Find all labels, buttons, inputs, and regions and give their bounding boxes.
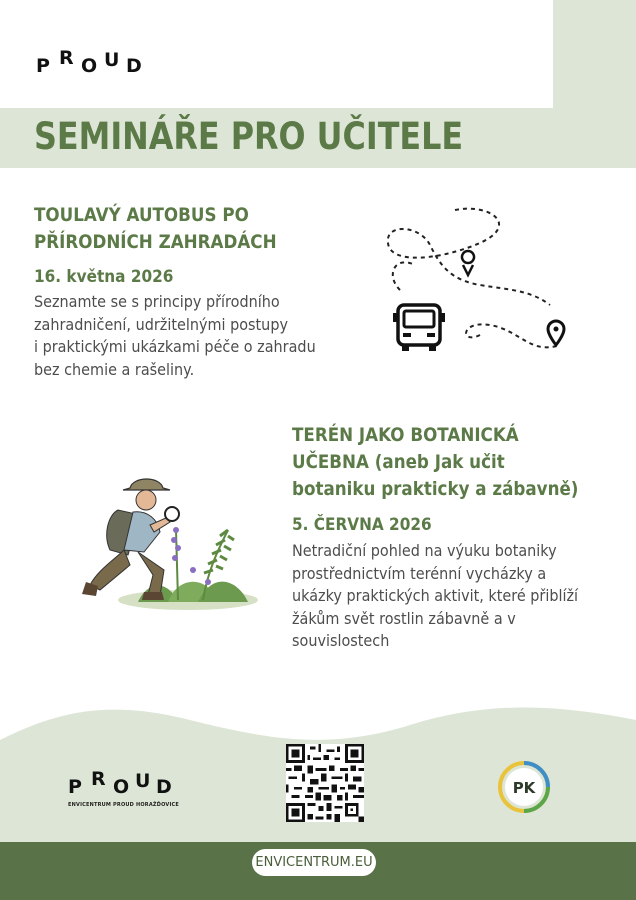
logo-letter: U: [104, 49, 120, 71]
description-line: žákům svět rostlin zábavně a v: [292, 608, 516, 628]
event-1-title: [34, 202, 277, 256]
description-line: Seznamte se s principy přírodního: [34, 292, 280, 311]
pk-logo-text: PK: [512, 779, 536, 797]
logo-letter: P: [68, 776, 82, 798]
event-2-date: 5. ČERVNA 2026: [292, 515, 432, 535]
footer-proud-logo: [68, 770, 178, 812]
event-1-description: [34, 291, 316, 381]
qr-code-icon: [286, 744, 364, 822]
description-line: zahradničení, udržitelnými postupy: [34, 314, 288, 334]
logo-subtitle: ENVICENTRUM PROUD HORAŽĎOVICE: [68, 802, 180, 808]
event-title-line: TERÉN JAKO BOTANICKÁ: [292, 424, 519, 446]
event-title-line: PŘÍRODNÍCH ZAHRADÁCH: [34, 231, 277, 253]
logo-letter: D: [126, 55, 142, 77]
pk-partner-logo: [497, 760, 551, 814]
logo-letter: P: [36, 55, 50, 77]
logo-letter: O: [81, 55, 98, 77]
description-line: prostřednictvím terénní vycházky a: [292, 563, 547, 583]
logo-letter: R: [59, 47, 74, 69]
website-link[interactable]: ENVICENTRUM.EU: [252, 849, 376, 876]
description-line: ukázky praktických aktivit, které přiblíží: [292, 586, 579, 605]
event-title-line: botaniku prakticky a zábavně): [292, 478, 579, 500]
event-2-description: [292, 540, 578, 653]
bus-route-icon: [380, 205, 580, 370]
logo-letter: R: [91, 768, 106, 790]
description-line: souvislostech: [292, 631, 390, 650]
botanist-magnifier-icon: [78, 470, 258, 620]
logo-letter: U: [135, 770, 151, 792]
logo-letter: O: [113, 776, 130, 798]
description-line: bez chemie a rašeliny.: [34, 359, 195, 379]
description-line: i praktickými ukázkami péče o zahradu: [34, 337, 316, 356]
event-title-line: TOULAVÝ AUTOBUS PO: [34, 204, 249, 226]
event-title-line: UČEBNA (aneb Jak učit: [292, 451, 505, 473]
description-line: Netradiční pohled na výuku botaniky: [292, 541, 557, 560]
page-title: SEMINÁŘE PRO UČITELE: [34, 115, 464, 158]
event-1-date: 16. května 2026: [34, 267, 174, 287]
event-2-title: [292, 422, 578, 503]
logo-letter: D: [156, 776, 172, 798]
proud-logo: [36, 47, 156, 80]
